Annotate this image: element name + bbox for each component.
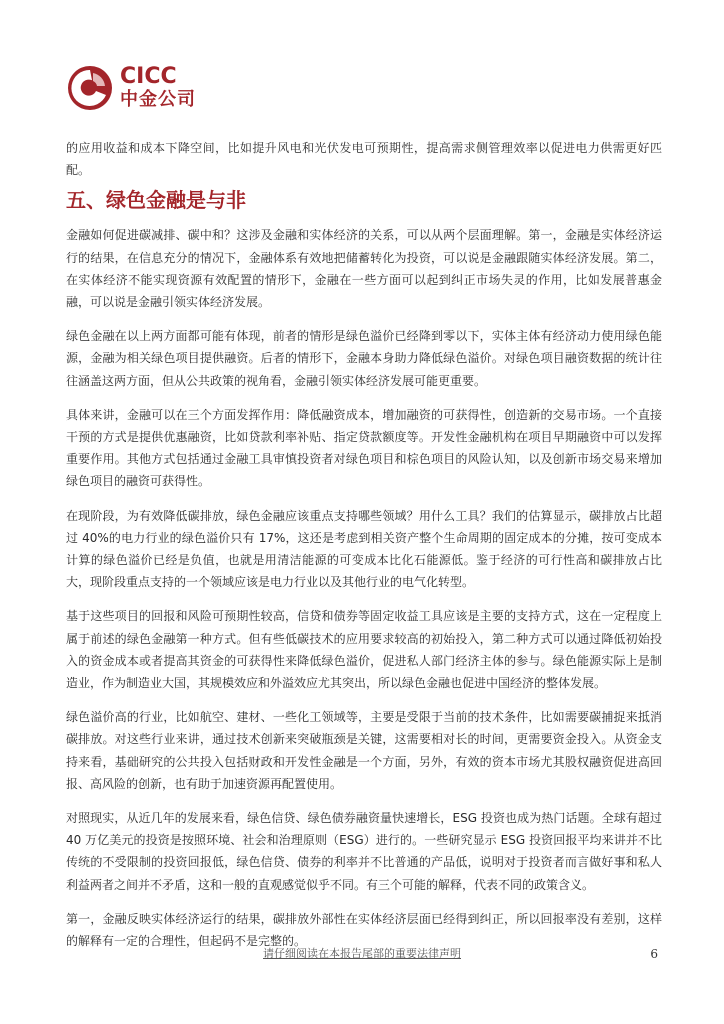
logo-cn-text: 中金公司 (120, 89, 196, 110)
body-paragraph: 对照现实，从近几年的发展来看，绿色信贷、绿色债券融资量快速增长，ESG 投资也成为热门话题。全球有超过 40 万亿美元的投资是按照环境、社会和治理原则（ESG）进行的。一些研究显示 ESG 投资回报平均来讲并不比传统的不受限制的投资回报低，绿色信贷、债券的利率并不比普通的产品低，说明对于投资者而言做好事和私人利益两者之间并不矛盾，这和一般的直观感觉似乎不同。有三个可能的解释，代表不同的政策含义。 (66, 811, 662, 892)
logo-en-text: CICC (120, 64, 177, 89)
body-paragraph: 绿色金融在以上两方面都可能有体现，前者的情形是绿色溢价已经降到零以下，实体主体有经济动力使用绿色能源，金融为相关绿色项目提供融资。后者的情形下，金融本身助力降低绿色溢价。对绿色项目融资数据的统计往往涵盖这两方面，但从公共政策的视角看，金融引领实体经济发展可能更重要。 (66, 329, 662, 388)
section-title: 五、绿色金融是与非 (66, 188, 246, 213)
body-paragraph: 在现阶段，为有效降低碳排放，绿色金融应该重点支持哪些领域？用什么工具？我们的估算显示，碳排放占比超过 40%的电力行业的绿色溢价只有 17%，这还是考虑到相关资产整个生命周期的固定成本的分摊，按可变成本计算的绿色溢价已经是负值，也就是用清洁能源的可变成本比化石能源低。鉴于经济的可行性高和碳排放占比大，现阶段重点支持的一个领域应该是电力行业以及其他行业的电气化转型。 (66, 508, 662, 590)
continued-paragraph: 的应用收益和成本下降空间，比如提升风电和光伏发电可预期性，提高需求侧管理效率以促进电力供需更好匹配。 (66, 141, 662, 178)
cicc-logo (66, 64, 196, 114)
page-footer (0, 946, 724, 966)
body-paragraph: 基于这些项目的回报和风险可预期性较高，信贷和债券等固定收益工具应该是主要的支持方式，这在一定程度上属于前述的绿色金融第一种方式。但有些低碳技术的应用要求较高的初始投入，第二种方式可以通过降低初始投入的资金成本或者提高其资金的可获得性来降低绿色溢价，促进私人部门经济主体的参与。绿色能源实际上是制造业，作为制造业大国，其规模效应和外溢效应尤其突出，所以绿色金融也促进中国经济的整体发展。 (66, 609, 662, 691)
report-body (66, 137, 662, 964)
legal-disclaimer-link[interactable]: 请仔细阅读在本报告尾部的重要法律声明 (263, 947, 461, 960)
page-number: 6 (650, 947, 658, 961)
body-paragraph: 绿色溢价高的行业，比如航空、建材、一些化工领域等，主要是受限于当前的技术条件，比如需要碳捕捉来抵消碳排放。对这些行业来讲，通过技术创新来突破瓶颈是关键，这需要相对长的时间，更需要资金投入。从资金支持来看，基础研究的公共投入包括财政和开发性金融是一个方面，另外，有效的资本市场尤其股权融资促进高回报、高风险的创新，也有助于加速资源再配置使用。 (66, 710, 662, 791)
body-paragraph: 第一，金融反映实体经济运行的结果，碳排放外部性在实体经济层面已经得到纠正，所以回报率没有差别，这样的解释有一定的合理性，但起码不是完整的。 (66, 911, 662, 949)
body-paragraph: 具体来讲，金融可以在三个方面发挥作用：降低融资成本，增加融资的可获得性，创造新的交易市场。一个直接干预的方式是提供优惠融资，比如贷款利率补贴、指定贷款额度等。开发性金融机构在项目早期融资中可以发挥重要作用。其他方式包括通过金融工具审慎投资者对绿色项目和棕色项目的风险认知，以及创新市场交易来增加绿色项目的融资可获得性。 (66, 407, 662, 489)
body-paragraph: 金融如何促进碳减排、碳中和？这涉及金融和实体经济的关系，可以从两个层面理解。第一，金融是实体经济运行的结果，在信息充分的情况下，金融体系有效地把储蓄转化为投资，可以说是金融跟随实体经济发展。第二，在实体经济不能实现资源有效配置的情形下，金融在一些方面可以起到纠正市场失灵的作用，比如发展普惠金融，可以说是金融引领实体经济发展。 (66, 228, 662, 310)
cicc-emblem-icon (66, 64, 114, 112)
